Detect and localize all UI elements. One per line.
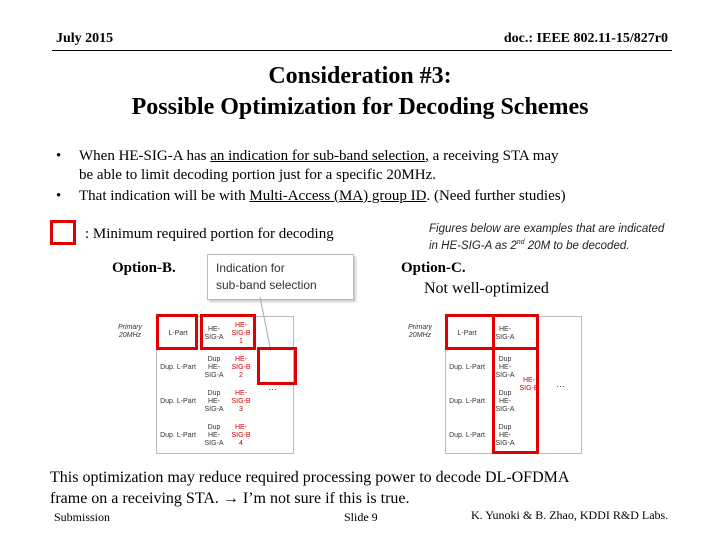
option-b-sigb-cell-line: HE- (234, 322, 248, 329)
option-b-sigb-cell-line: HE- (234, 390, 248, 397)
bullet-marker-1: • (56, 148, 62, 164)
option-b-sigb-cell (228, 385, 254, 419)
option-c-siga-cell-line: SIG-A (495, 406, 515, 413)
option-c-siga-cell-line: HE- (498, 432, 512, 439)
conclusion-line-2 (50, 488, 569, 509)
bullet-marker-2: • (56, 188, 62, 204)
title-line-2: Possible Optimization for Decoding Schemes (131, 94, 589, 120)
option-b-siga-cell-line: Dup (207, 356, 221, 363)
bullet-1-line-2: be able to limit decoding portion just for a specific 20MHz. (79, 167, 436, 183)
bullet-2-underlined: Multi-Access (MA) group ID (249, 188, 427, 204)
option-b-sigb-highlight (257, 347, 297, 385)
option-b-sigb-cell-line: SIG-B (231, 364, 251, 371)
option-b-lpart-cell: L-Part (168, 330, 188, 337)
option-b-lpart-highlight (156, 314, 198, 350)
option-c-subtitle: Not well-optimized (424, 280, 549, 297)
title-line-1: Consideration #3: (268, 63, 452, 89)
option-c-lpart-cell: Dup. L-Part (449, 398, 485, 405)
option-b-sigb-cell-line: 3 (239, 406, 243, 413)
option-b-siga-cell (200, 419, 228, 453)
option-b-label: Option-B. (112, 260, 176, 276)
conclusion-line-2b: I’m not sure if this is true. (242, 490, 410, 507)
bullet-2-text-b: . (Need further studies) (426, 188, 566, 204)
bullet-1-text-b: , a receiving STA may (425, 148, 559, 164)
option-c-siga-column-highlight (492, 314, 539, 454)
legend-text: : Minimum required portion for decoding (85, 226, 334, 242)
option-c-sigb-line-2: SIG-B (519, 385, 539, 392)
option-c-siga-cell-line: SIG-A (495, 440, 515, 447)
bullet-2 (79, 187, 679, 206)
bullet-1-text-a: When HE-SIG-A has (79, 148, 211, 164)
option-b-siga-cell-line: SIG-A (204, 334, 224, 341)
option-c-lpart-cell: Dup. L-Part (449, 364, 485, 371)
figure-note-sup: nd (516, 239, 525, 246)
option-b-siga-cell-line: SIG-A (204, 372, 224, 379)
option-b-lpart-cell: Dup. L-Part (160, 398, 196, 405)
option-b-siga-cell-line: Dup (207, 390, 221, 397)
bullet-2-text-a: That indication will be with (79, 188, 250, 204)
option-b-sigb-cell-line: SIG-B (231, 398, 251, 405)
slide-title (0, 61, 720, 123)
option-b-sigb-cell-line: HE- (234, 424, 248, 431)
option-c-siga-cell-line: SIG-A (495, 372, 515, 379)
option-c-siga-cell-line: Dup (498, 390, 512, 397)
figure-note-line-1: Figures below are examples that are indicated (429, 223, 665, 235)
legend-red-box (50, 220, 76, 245)
option-b-lpart-cell: Dup. L-Part (160, 432, 196, 439)
option-b-sigb-cell-line: 1 (239, 338, 243, 345)
option-b-siga-highlight (200, 314, 256, 350)
header-date: July 2015 (56, 31, 114, 46)
option-b-primary-label (110, 324, 150, 340)
option-b-sigb-cell (228, 419, 254, 453)
conclusion (50, 467, 569, 509)
option-b-callout-line-1: Indication for (216, 261, 285, 275)
option-c-siga-cell-line: HE- (498, 364, 512, 371)
option-b-callout-text (216, 260, 317, 294)
header-doc-id: doc.: IEEE 802.11-15/827r0 (503, 31, 668, 46)
figure-note-line-2 (429, 236, 664, 253)
option-c-label: Option-C. (401, 260, 466, 276)
option-b-siga-cell-line: HE- (207, 432, 221, 439)
option-b-primary-line-2: 20MHz (118, 332, 142, 339)
footer-slide-number: Slide 9 (344, 510, 378, 524)
option-b-siga-cell-line: HE- (207, 326, 221, 333)
option-c-siga-cell-line: HE- (498, 398, 512, 405)
option-c-primary-label (400, 324, 440, 340)
conclusion-line-1: This optimization may reduce required processing power to decode DL-OFDMA (50, 469, 570, 486)
option-c-siga-cell-line: Dup (498, 356, 512, 363)
option-b-sigb-cell (228, 351, 254, 385)
option-b-siga-cell-line: SIG-A (204, 406, 224, 413)
option-b-ellipsis: … (268, 382, 277, 392)
option-c-lpart-cell: L-Part (457, 330, 477, 337)
option-b-siga-cell-line: HE- (207, 398, 221, 405)
option-b-sigb-cell-line: 2 (239, 372, 243, 379)
option-c-lpart-cell: Dup. L-Part (449, 432, 485, 439)
bullet-1-underlined: an indication for sub-band selection (210, 148, 426, 164)
bullet-1 (79, 147, 679, 185)
option-c-siga-cell-line: SIG-A (495, 334, 515, 341)
figure-note-line-2b: 20M to be decoded. (524, 239, 630, 252)
option-b-sigb-cell-line: HE- (234, 356, 248, 363)
header-rule (52, 50, 672, 51)
arrow-icon: → (222, 490, 239, 507)
option-b-callout (207, 254, 354, 300)
option-b-primary-line-1: Primary (117, 324, 143, 331)
option-b-sigb-cell-line: 4 (239, 440, 243, 447)
figure-note-line-2a: in HE-SIG-A as 2 (429, 239, 517, 252)
option-c-primary-line-1: Primary (407, 324, 433, 331)
option-b-sigb-cell-line: SIG-B (231, 330, 251, 337)
option-b-lpart-cell: Dup. L-Part (160, 364, 196, 371)
option-c-ellipsis: … (556, 379, 565, 389)
option-c-primary-line-2: 20MHz (408, 332, 432, 339)
option-b-sigb-cell-line: SIG-B (231, 432, 251, 439)
option-c-siga-cell-line: Dup (498, 424, 512, 431)
option-b-siga-cell-line: SIG-A (204, 440, 224, 447)
figure-note (429, 222, 664, 253)
option-b-siga-cell-line: Dup (207, 424, 221, 431)
option-b-siga-cell (200, 351, 228, 385)
option-c-sigb-line-1: HE- (522, 377, 536, 384)
option-b-siga-cell (200, 385, 228, 419)
option-c-siga-cell-line: HE- (498, 326, 512, 333)
footer-authors: K. Yunoki & B. Zhao, KDDI R&D Labs. (471, 508, 669, 522)
conclusion-line-2a: frame on a receiving STA. (50, 490, 219, 507)
option-b-callout-line-2: sub-band selection (216, 278, 317, 292)
option-b-siga-cell-line: HE- (207, 364, 221, 371)
footer-submission: Submission (54, 510, 111, 524)
